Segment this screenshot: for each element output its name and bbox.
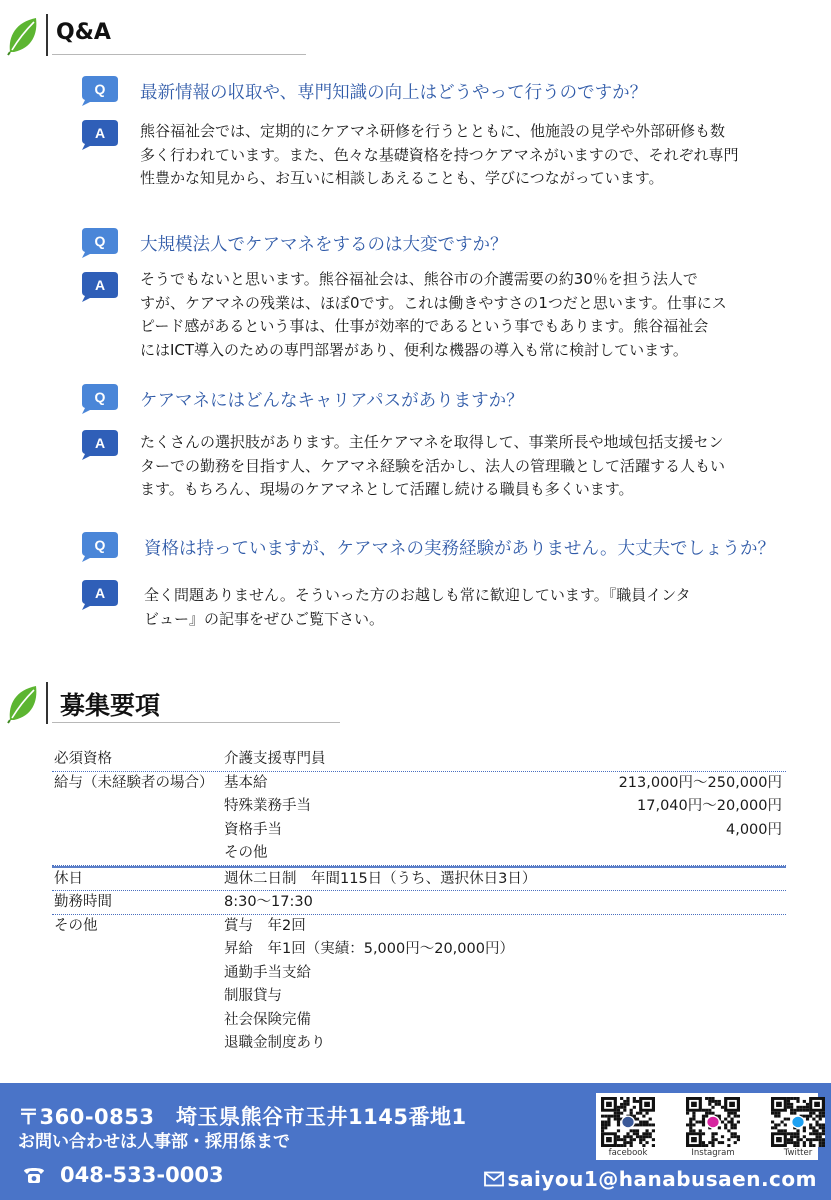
twitter-icon bbox=[792, 1117, 803, 1127]
question-badge-icon bbox=[80, 74, 120, 106]
footer bbox=[0, 1083, 831, 1200]
section-divider bbox=[46, 682, 48, 724]
answer-line: すが、ケアマネの残業は、ほぼ0です。これは働きやすさの1つだと思います。仕事にス bbox=[140, 293, 727, 312]
section-underline bbox=[52, 54, 306, 55]
footer-contact: お問い合わせは人事部・採用係まで bbox=[18, 1132, 290, 1152]
requirement-item: 賞与 年2回 bbox=[224, 917, 306, 934]
requirement-row bbox=[52, 772, 786, 866]
requirement-value: 17,040円～20,000円 bbox=[637, 798, 782, 814]
requirement-value: 4,000円 bbox=[725, 821, 782, 838]
question-text: 資格は持っていますが、ケアマネの実務経験がありません。大丈夫でしょうか？ bbox=[144, 539, 776, 559]
requirement-item: 特殊業務手当 bbox=[224, 798, 311, 814]
requirement-item: 介護支援専門員 bbox=[224, 751, 326, 767]
qr-image[interactable] bbox=[601, 1097, 655, 1147]
instagram-icon bbox=[707, 1117, 718, 1127]
facebook-icon bbox=[622, 1117, 633, 1127]
footer-phone[interactable] bbox=[22, 1163, 224, 1187]
answer-badge-letter: A bbox=[94, 585, 106, 601]
qa-section-title: Q&A bbox=[56, 20, 111, 45]
requirement-label: 休日 bbox=[54, 870, 83, 887]
requirement-item-row bbox=[52, 962, 786, 986]
section-divider bbox=[46, 14, 48, 56]
requirement-label: 勤務時間 bbox=[54, 894, 112, 910]
answer-line: ピード感があるという事は、仕事が効率的であるという事でもあります。熊谷福祉会 bbox=[140, 317, 709, 335]
requirements-table bbox=[52, 748, 786, 1056]
question-badge-icon bbox=[80, 382, 120, 414]
leaf-icon bbox=[6, 16, 40, 56]
answer-line: 全く問題ありません。そういった方のお越しも常に歓迎しています。『職員インタ bbox=[144, 586, 691, 604]
qa-section-header bbox=[0, 10, 320, 62]
phone-number[interactable]: 048-533-0003 bbox=[60, 1163, 224, 1187]
answer-text bbox=[144, 584, 794, 631]
answer-line: にはICT導入のための専門部署があり、便利な機器の導入も常に検討しています。 bbox=[140, 340, 688, 359]
question-text: 最新情報の収取や、専門知識の向上はどうやって行うのですか？ bbox=[140, 83, 648, 103]
requirement-item: 基本給 bbox=[224, 774, 268, 791]
question-badge-icon bbox=[80, 530, 120, 562]
requirement-item: 制服貸与 bbox=[224, 988, 282, 1004]
requirement-item-row bbox=[52, 1032, 786, 1056]
requirement-item-row bbox=[52, 915, 786, 939]
requirement-item-row bbox=[52, 795, 786, 819]
requirement-item-row bbox=[52, 842, 786, 866]
facebook-qr-code[interactable] bbox=[598, 1097, 658, 1158]
phone-icon bbox=[22, 1165, 46, 1185]
answer-badge-letter: A bbox=[94, 435, 106, 451]
requirement-value: 213,000円～250,000円 bbox=[618, 774, 782, 791]
question-badge-letter: Q bbox=[94, 389, 106, 405]
requirement-item-row bbox=[52, 772, 786, 796]
requirement-item-row bbox=[52, 1009, 786, 1033]
requirement-label: 必須資格 bbox=[54, 751, 112, 767]
answer-line: ます。もちろん、現場のケアマネとして活躍し続ける職員も多くいます。 bbox=[140, 480, 634, 498]
requirement-item: 通勤手当支給 bbox=[224, 964, 311, 981]
question-badge-icon bbox=[80, 226, 120, 258]
answer-text bbox=[140, 120, 790, 191]
qr-image[interactable] bbox=[771, 1097, 825, 1147]
requirement-label: 給与（未経験者の場合） bbox=[54, 774, 214, 791]
requirement-item: 退職金制度あり bbox=[224, 1035, 326, 1051]
qr-caption: facebook bbox=[608, 1148, 648, 1158]
qr-caption: Instagram bbox=[691, 1148, 735, 1158]
requirement-item-row bbox=[52, 891, 786, 915]
requirement-label: その他 bbox=[54, 917, 98, 934]
requirement-item-row bbox=[52, 868, 786, 892]
answer-line: ターでの勤務を目指す人、ケアマネ経験を活かし、法人の管理職として活躍する人もい bbox=[140, 456, 726, 475]
qr-caption: Twitter bbox=[783, 1148, 813, 1158]
answer-badge-letter: A bbox=[94, 125, 106, 141]
footer-address: 〒360-0853 埼玉県熊谷市玉井1145番地1 bbox=[18, 1105, 467, 1129]
question-text: ケアマネにはどんなキャリアパスがありますか？ bbox=[140, 391, 524, 411]
footer-email[interactable] bbox=[484, 1167, 817, 1191]
recruit-section-title: 募集要項 bbox=[60, 691, 161, 720]
requirement-item: 昇給 年1回（実績：5,000円～20,000円） bbox=[224, 941, 514, 957]
answer-badge-icon bbox=[80, 428, 120, 460]
recruit-section-header bbox=[0, 678, 360, 730]
qr-image[interactable] bbox=[686, 1097, 740, 1147]
answer-line: そうでもないと思います。熊谷福祉会は、熊谷市の介護需要の約30％を担う法人で bbox=[140, 270, 698, 288]
requirement-row bbox=[52, 748, 786, 772]
answer-badge-icon bbox=[80, 270, 120, 302]
requirement-item-row bbox=[52, 748, 786, 772]
question-badge-letter: Q bbox=[94, 233, 106, 249]
leaf-icon bbox=[6, 684, 40, 724]
answer-line: 多く行われています。また、色々な基礎資格を持つケアマネがいますので、それぞれ専門 bbox=[140, 145, 739, 164]
requirement-row bbox=[52, 915, 786, 1056]
answer-badge-icon bbox=[80, 578, 120, 610]
answer-line: たくさんの選択肢があります。主任ケアマネを取得して、事業所長や地域包括支援セン bbox=[140, 433, 724, 451]
answer-text bbox=[140, 268, 790, 362]
requirement-row bbox=[52, 866, 786, 892]
section-underline bbox=[52, 722, 340, 723]
email-address[interactable]: saiyou1@hanabusaen.com bbox=[507, 1167, 817, 1191]
requirement-row bbox=[52, 891, 786, 915]
answer-line: ビュー』の記事をぜひご覧下さい。 bbox=[144, 609, 385, 628]
requirement-item-row bbox=[52, 985, 786, 1009]
instagram-qr-code[interactable] bbox=[683, 1097, 743, 1158]
answer-badge-icon bbox=[80, 118, 120, 150]
requirement-item: 社会保険完備 bbox=[224, 1011, 311, 1028]
requirement-item: 資格手当 bbox=[224, 821, 282, 838]
requirement-item-row bbox=[52, 819, 786, 843]
requirement-item: 週休二日制 年間115日（うち、選択休日3日） bbox=[224, 870, 537, 887]
question-badge-letter: Q bbox=[94, 537, 106, 553]
answer-badge-letter: A bbox=[94, 277, 106, 293]
answer-text bbox=[140, 431, 790, 502]
answer-line: 熊谷福祉会では、定期的にケアマネ研修を行うとともに、他施設の見学や外部研修も数 bbox=[140, 122, 726, 140]
question-badge-letter: Q bbox=[94, 81, 106, 97]
requirement-item-row bbox=[52, 938, 786, 962]
requirement-item: 8:30～17:30 bbox=[224, 894, 313, 910]
question-text: 大規模法人でケアマネをするのは大変ですか？ bbox=[140, 235, 508, 255]
mail-icon bbox=[484, 1171, 504, 1187]
twitter-qr-code[interactable] bbox=[768, 1097, 828, 1158]
requirement-item: その他 bbox=[224, 845, 268, 861]
answer-line: 性豊かな知見から、お互いに相談しあえることも、学びにつながっています。 bbox=[140, 169, 664, 187]
